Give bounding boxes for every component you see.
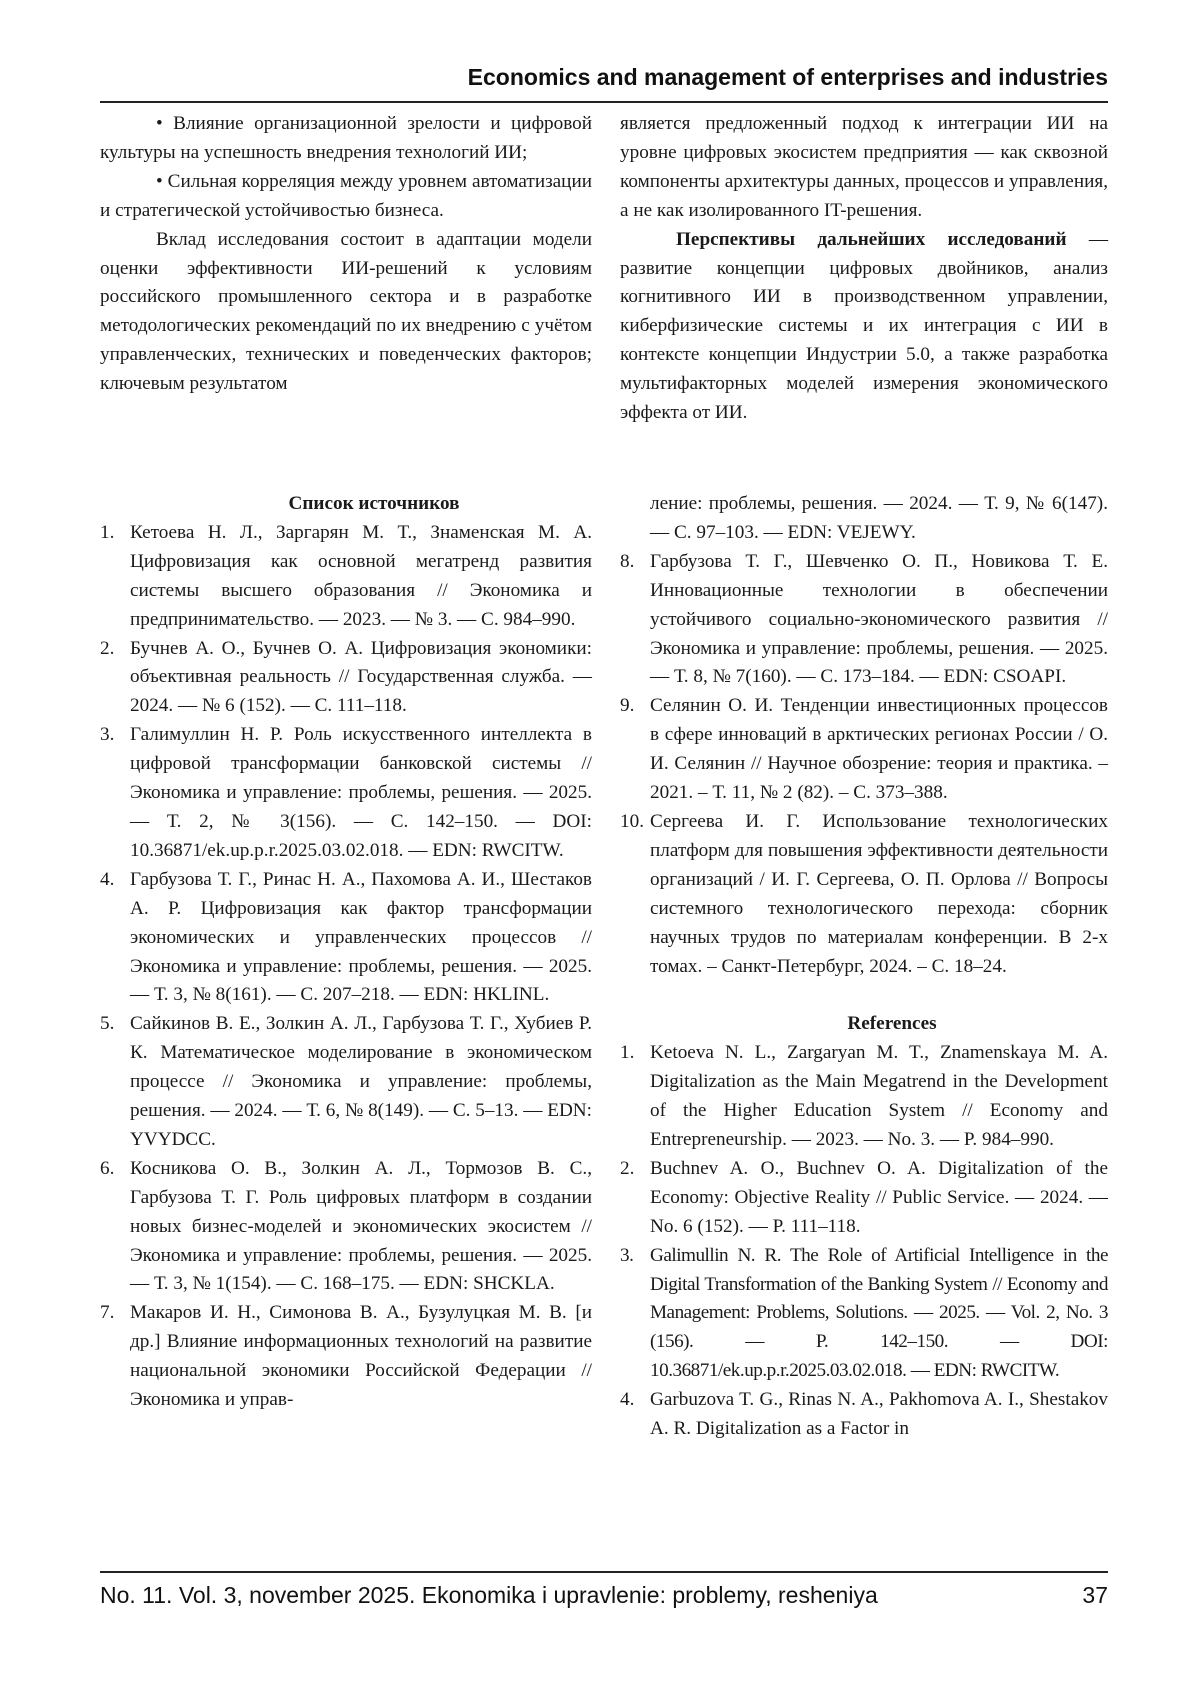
reference-item: 2. Buchnev A. O., Buchnev O. A. Digitalization of the Economy: Objective Reality // Public Service. — 2024. — No. 6 (152). — P. 111–118. bbox=[620, 1157, 1108, 1237]
source-item: 10. Сергеева И. Г. Использование технологических платформ для повышения эффективности деятельности организаций / И. Г. Сергеева, О. П. Орлова // Вопросы системного технологического перехода: сборник научных трудов по материалам конференции. В 2-х томах. – Санкт-Петербург, 2024. – С. 18–24. bbox=[620, 810, 1108, 977]
footer-rule bbox=[100, 1571, 1108, 1573]
source-item: 9. Селянин О. И. Тенденции инвестиционных процессов в сфере инноваций в арктических регионах России / О. И. Селянин // Научное обозрение: теория и практика. – 2021. – Т. 11, № 2 (82). – С. 373–388. bbox=[620, 695, 1108, 804]
source-item-continuation: ление: проблемы, решения. — 2024. — Т. 9, № 6(147). — С. 97–103. — EDN: VEJEWY. bbox=[650, 493, 1108, 543]
reference-item: 4. Garbuzova T. G., Rinas N. A., Pakhomova A. I., Shestakov A. R. Digitalization as a Factor in bbox=[620, 1389, 1108, 1440]
body-paragraph: • Влияние организационной зрелости и цифровой культуры на успешность внедрения технологий ИИ; bbox=[100, 113, 592, 163]
sources-title: Список источников bbox=[288, 493, 460, 514]
perspectives-paragraph bbox=[620, 226, 1108, 428]
source-item: 5. Сайкинов В. Е., Золкин А. Л., Гарбузова Т. Г., Хубиев Р. К. Математическое моделирование в экономическом процессе // Экономика и управление: проблемы, решения. — 2024. — Т. 6, № 8(149). — С. 5–13. — EDN: YVYDCC. bbox=[100, 1013, 592, 1150]
footer-issue-line: No. 11. Vol. 3, november 2025. Ekonomika i upravlenie: problemy, resheniya bbox=[100, 1582, 878, 1608]
journal-header-title: Economics and management of enterprises and industries bbox=[467, 64, 1108, 90]
references-title: References bbox=[847, 1013, 937, 1035]
perspectives-heading: Перспективы дальнейших исследований bbox=[676, 228, 1067, 250]
reference-item: 1. Ketoeva N. L., Zargaryan M. T., Znamenskaya M. A. Digitalization as the Main Megatrend in the Development of the Higher Education System // Economy and Entrepreneurship. — 2023. — No. 3. — P. 984–990. bbox=[620, 1042, 1108, 1151]
perspectives-text: — развитие концепции цифровых двойников, анализ когнитивного ИИ в производственном управлении, киберфизические системы и их интеграция с ИИ в контексте концепции Индустрии 5.0, а также разработка мультифакторных моделей измерения экономического эффекта от ИИ. bbox=[620, 228, 1109, 424]
sources-list-right bbox=[620, 490, 1108, 1444]
source-item: 7. Макаров И. Н., Симонова В. А., Бузулуцкая М. В. [и др.] Влияние информационных технологий на развитие национальной экономики Российской Федерации // Экономика и управ- bbox=[100, 1302, 592, 1411]
sources-list-left bbox=[100, 490, 592, 1415]
source-item: 8. Гарбузова Т. Г., Шевченко О. П., Новикова Т. Е. Инновационные технологии в обеспечении устойчивого социально-экономического развития // Экономика и управление: проблемы, решения. — 2025. — Т. 8, № 7(160). — С. 173–184. — EDN: CSOAPI. bbox=[620, 550, 1108, 688]
body-right-column bbox=[620, 110, 1108, 428]
reference-item: 3. Galimullin N. R. The Role of Artificial Intelligence in the Digital Transformation of the Banking System // Economy and Management: Problems, Solutions. — 2025. — Vol. 2, No. 3 (156). — P. 142–150. — DOI: 10.36871/ek.up.p.r.2025.03.02.018. — EDN: RWCITW. bbox=[620, 1244, 1108, 1382]
body-paragraph: Вклад исследования состоит в адаптации модели оценки эффективности ИИ-решений к условиям российского промышленного сектора и в разработке методологических рекомендаций по их внедрению с учётом управленческих, технических и поведенческих факторов; ключевым результатом bbox=[100, 228, 592, 395]
source-item: 4. Гарбузова Т. Г., Ринас Н. А., Пахомова А. И., Шестаков А. Р. Цифровизация как фактор трансформации экономических и управленческих процессов // Экономика и управление: проблемы, решения. — 2025. — Т. 3, № 8(161). — С. 207–218. — EDN: HKLINL. bbox=[100, 868, 592, 1006]
source-item: 6. Косникова О. В., Золкин А. Л., Тормозов В. С., Гарбузова Т. Г. Роль цифровых платформ в создании новых бизнес-моделей и экономических экосистем // Экономика и управление: проблемы, решения. — 2025. — Т. 3, № 1(154). — С. 168–175. — EDN: SHCKLA. bbox=[100, 1157, 592, 1295]
header-rule bbox=[100, 101, 1108, 103]
body-left-column bbox=[100, 110, 592, 399]
source-item: 3. Галимуллин Н. Р. Роль искусственного интеллекта в цифровой трансформации банковской системы // Экономика и управление: проблемы, решения. — 2025. — Т. 2, № 3(156). — С. 142–150. — DOI: 10.36871/ek.up.p.r.2025.03.02.018. — EDN: RWCITW. bbox=[100, 724, 592, 861]
body-paragraph: • Сильная корреляция между уровнем автоматизации и стратегической устойчивостью бизнеса. bbox=[100, 170, 592, 221]
source-item: 2. Бучнев А. О., Бучнев О. А. Цифровизация экономики: объективная реальность // Государственная служба. — 2024. — № 6 (152). — С. 111–118. bbox=[100, 637, 592, 717]
page-number: 37 bbox=[1082, 1582, 1108, 1608]
source-item: 1. Кетоева Н. Л., Заргарян М. Т., Знаменская М. А. Цифровизация как основной мегатренд развития системы высшего образования // Экономика и предпринимательство. — 2023. — № 3. — С. 984–990. bbox=[100, 521, 592, 630]
body-paragraph: является предложенный подход к интеграции ИИ на уровне цифровых экосистем предприятия — как сквозной компоненты архитектуры данных, процессов и управления, а не как изолированного IT-решения. bbox=[620, 113, 1108, 221]
